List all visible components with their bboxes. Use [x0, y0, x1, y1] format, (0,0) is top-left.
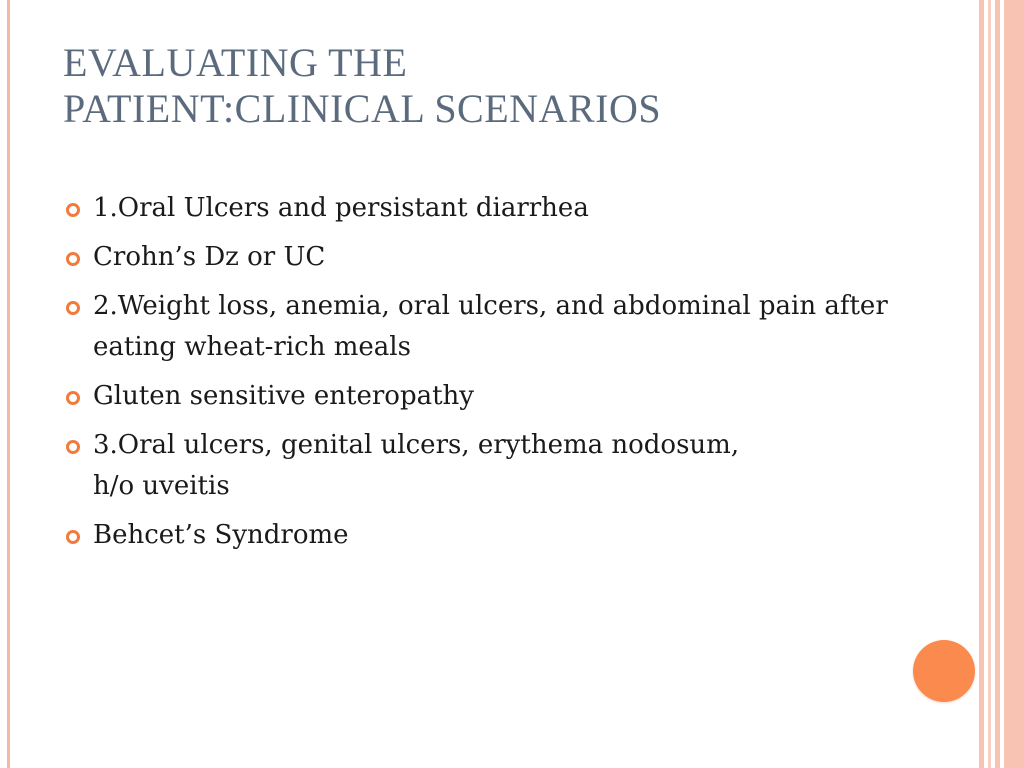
right-stripe-2	[988, 0, 991, 768]
bullet-text: 3.Oral ulcers, genital ulcers, erythema nodosum,	[93, 430, 740, 460]
bullet-continuation	[64, 466, 944, 507]
bullet-text: 2.Weight loss, anemia, oral ulcers, and abdominal pain after eating wheat-rich meals	[93, 291, 888, 362]
bullet-item	[64, 376, 944, 417]
left-border-line	[7, 0, 10, 768]
right-stripe-4	[1004, 0, 1024, 768]
slide-title-line-1: EVALUATING THE	[63, 40, 408, 85]
right-stripe-3	[995, 0, 1000, 768]
bullet-ring-icon	[66, 203, 80, 217]
bullet-item	[64, 286, 944, 368]
bullet-item	[64, 515, 944, 556]
bullet-ring-icon	[66, 530, 80, 544]
bullet-text: Crohn’s Dz or UC	[93, 242, 326, 272]
bullet-item	[64, 237, 944, 278]
decorative-orange-circle	[913, 640, 975, 702]
slide-title	[63, 40, 943, 132]
bullet-text: Behcet’s Syndrome	[93, 520, 349, 550]
bullet-ring-icon	[66, 252, 80, 266]
bullet-text: 1.Oral Ulcers and persistant diarrhea	[93, 193, 589, 223]
bullet-item	[64, 188, 944, 229]
bullet-ring-icon	[66, 440, 80, 454]
bullet-item	[64, 425, 944, 466]
bullet-ring-icon	[66, 391, 80, 405]
slide-title-line-2: PATIENT:CLINICAL SCENARIOS	[63, 86, 662, 131]
bullet-text: Gluten sensitive enteropathy	[93, 381, 474, 411]
right-stripe-1	[979, 0, 984, 768]
bullet-ring-icon	[66, 301, 80, 315]
bullet-list	[64, 188, 944, 564]
bullet-text: h/o uveitis	[93, 471, 230, 501]
